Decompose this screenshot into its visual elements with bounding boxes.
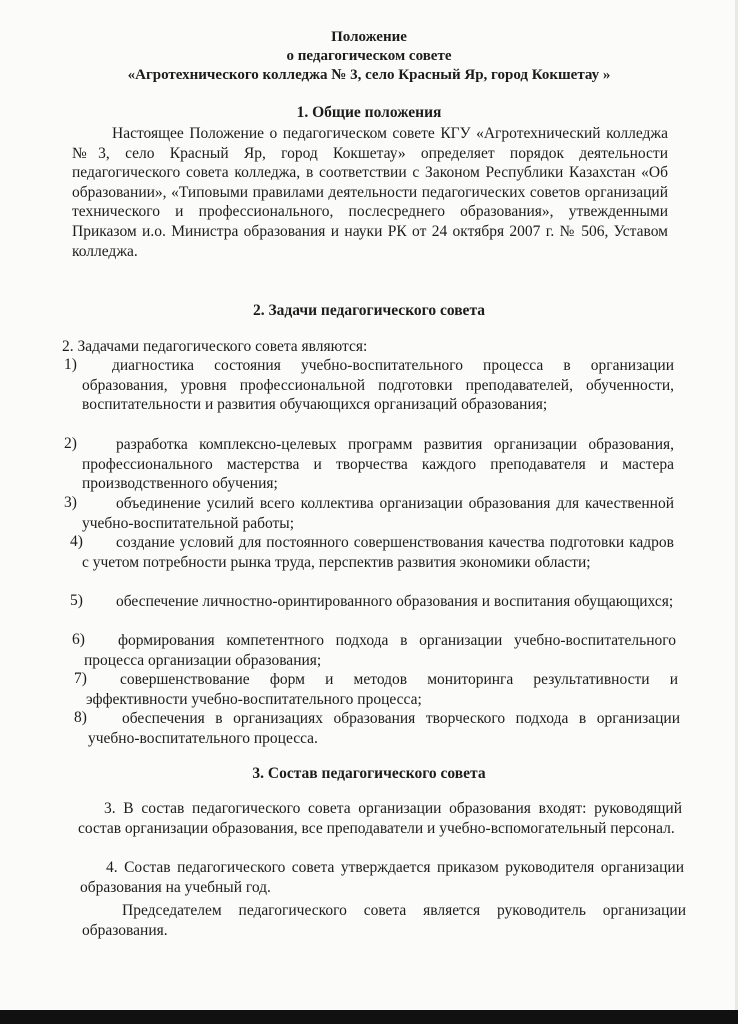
list-item: обеспечение личностно-оринтированного образования и воспитания обущающихся; xyxy=(116,593,674,610)
list-item-number: 4) xyxy=(70,533,83,550)
section-1-heading: 1. Общие положения xyxy=(296,104,442,121)
section-1-text: Настоящее Положение о педагогическом совете КГУ «Агротехнический колледжа №3, село Красный Яр, город Кокшетау» определяет порядок деятельности педагогического совета колледжа, в соответствии с Законом Республики Казахстан «Об образовании», «Типовыми правилами деятельности педагогических советов организаций технического и профессионального, послесреднего образования», утвежденными Приказом и.о. Министра образования и науки РК от 24 октября 2007 г. № 506, Уставом колледжа. xyxy=(72,125,668,260)
list-item: обеспечения в организациях образования творческого подхода в организации учебно-воспитательного процесса. xyxy=(88,710,680,747)
scan-bottom-bar xyxy=(0,1010,738,1024)
title-line-2: о педагогическом совете xyxy=(286,48,452,64)
list-item-number: 1) xyxy=(64,356,77,373)
list-item-number: 7) xyxy=(74,670,87,687)
list-item: создание условий для постоянного совершенствования качества подготовки кадров с учетом потребности рынка труда, перспектив развития экономики области; xyxy=(82,534,674,571)
section-2-intro: 2. Задачами педагогического совета являются: xyxy=(62,338,368,355)
title-line-3: «Агротехнического колледжа № 3, село Красный Яр, город Кокшетау » xyxy=(127,67,611,83)
list-item-number: 5) xyxy=(70,592,83,609)
list-item: разработка комплексно-целевых программ развития организации образования, профессионального мастерства и творчества каждого преподавателя и мастера производственного обучения; xyxy=(82,436,674,493)
list-item-number: 8) xyxy=(74,709,87,726)
section-3-paragraph-3: 3. В состав педагогического совета организации образования входят: руководящий состав организации образования, все преподаватели и учебно-вспомогательный персонал. xyxy=(78,800,682,837)
section-3-heading: 3. Состав педагогического совета xyxy=(252,765,486,782)
section-3-paragraph-5: Председателем педагогического совета является руководитель организации образования. xyxy=(82,902,686,939)
list-item: формирования компетентного подхода в организации учебно-воспитательного процесса организации образования; xyxy=(84,632,676,669)
list-item: совершенствование форм и методов мониторинга результативности и эффективности учебно-воспитательного процесса; xyxy=(86,671,678,708)
list-item-number: 6) xyxy=(72,631,85,648)
section-3-paragraph-4: 4. Состав педагогического совета утверждается приказом руководителя организации образования на учебный год. xyxy=(80,859,684,896)
list-item-number: 3) xyxy=(64,494,77,511)
section-2-heading: 2. Задачи педагогического совета xyxy=(252,302,485,319)
list-item-number: 2) xyxy=(64,435,77,452)
list-item: диагностика состояния учебно-воспитательного процесса в организации образования, уровня профессиональной подготовки преподавателей, обученности, воспитательности и развития обучающихся организаций образования; xyxy=(82,357,674,414)
title-line-1: Положение xyxy=(331,29,407,45)
list-item: объединение усилий всего коллектива организации образования для качественной учебно-воспитательной работы; xyxy=(82,495,674,532)
